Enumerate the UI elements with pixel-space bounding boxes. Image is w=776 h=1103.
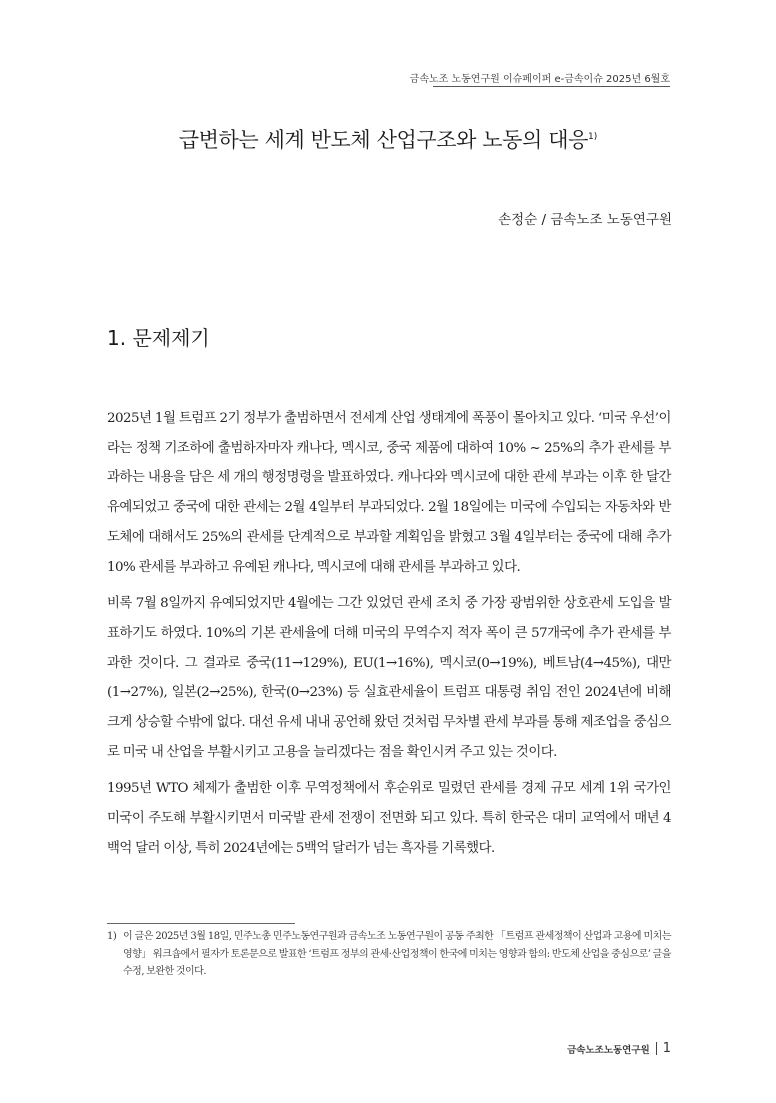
paragraph: 비록 7월 8일까지 유예되었지만 4월에는 그간 있었던 관세 조치 중 가장 광범위한 상호관세 도입을 발표하기도 하였다. 10%의 기본 관세율에 더해 미국의 무역수지 적자 폭이 큰 57개국에 추가 관세를 부과한 것이다. 그 결과로 중국(11→129%), EU(1→16%), 멕시코(0→19%), 베트남(4→45%), 대만(1→27%), 일본(2→25%), 한국(0→23%) 등 실효관세율이 트럼프 대통령 취임 전인 2024년에 비해 크게 상승할 수밖에 없다. 대선 유세 내내 공언해 왔던 것처럼 무차별 관세 부과를 통해 제조업을 중심으로 미국 내 산업을 부활시키고 고용을 늘리겠다는 점을 확인시켜 주고 있는 것이다. (107, 596, 671, 760)
section-heading: 1. 문제제기 (107, 326, 210, 350)
footnote-rule (107, 923, 295, 924)
paragraph: 2025년 1월 트럼프 2기 정부가 출범하면서 전세계 산업 생태계에 폭풍이 몰아치고 있다. ‘미국 우선’이라는 정책 기조하에 출범하자마자 캐나다, 멕시코, 중국 제품에 대하여 10% ~ 25%의 추가 관세를 부과하는 내용을 담은 세 개의 행정명령을 발표하였다. 캐나다와 멕시코에 대한 관세 부과는 이후 한 달간 유예되었고 중국에 대한 관세는 2월 4일부터 부과되었다. 2월 18일에는 미국에 수입되는 자동차와 반도체에 대해서도 25%의 관세를 단계적으로 부과할 계획임을 밝혔고 3월 4일부터는 중국에 대해 추가 10% 관세를 부과하고 유예된 캐나다, 멕시코에 대해 관세를 부과하고 있다. (107, 411, 671, 575)
paragraph: 1995년 WTO 체제가 출범한 이후 무역정책에서 후순위로 밀렸던 관세를 경제 규모 세계 1위 국가인 미국이 주도해 부활시키면서 미국발 관세 전쟁이 전면화 되고 있다. 특히 한국은 대미 교역에서 매년 4백억 달러 이상, 특히 2024년에는 5백억 달러가 넘는 흑자를 기록했다. (107, 781, 671, 856)
page-footer (567, 1041, 671, 1056)
footnote-text: 이 글은 2025년 3월 18일, 민주노총 민주노동연구원과 금속노조 노동연구원이 공동 주최한 「트럼프 관세정책이 산업과 고용에 미치는 영향」 워크숍에서 필자가 토론문으로 발표한 ‘트럼프 정부의 관세·산업정책이 한국에 미치는 영향과 함의: 반도체 산업을 중심으로’ 글을 수정, 보완한 것이다. (123, 931, 671, 977)
document-title-text: 급변하는 세계 반도체 산업구조와 노동의 대응 (178, 128, 588, 152)
footer-divider (656, 1042, 657, 1055)
footnote-number: 1) (107, 931, 117, 942)
title-footnote-marker[interactable]: 1) (587, 132, 598, 142)
page-number: 1 (662, 1041, 671, 1056)
footer-organization: 금속노조노동연구원 (567, 1044, 650, 1056)
document-title (0, 124, 776, 154)
author-line: 손정순 / 금속노조 노동연구원 (498, 212, 672, 228)
footnote (107, 928, 671, 981)
header-rule (433, 86, 670, 87)
body-text (107, 404, 671, 871)
running-header: 금속노조 노동연구원 이슈페이퍼 e-금속이슈 2025년 6월호 (409, 74, 670, 85)
